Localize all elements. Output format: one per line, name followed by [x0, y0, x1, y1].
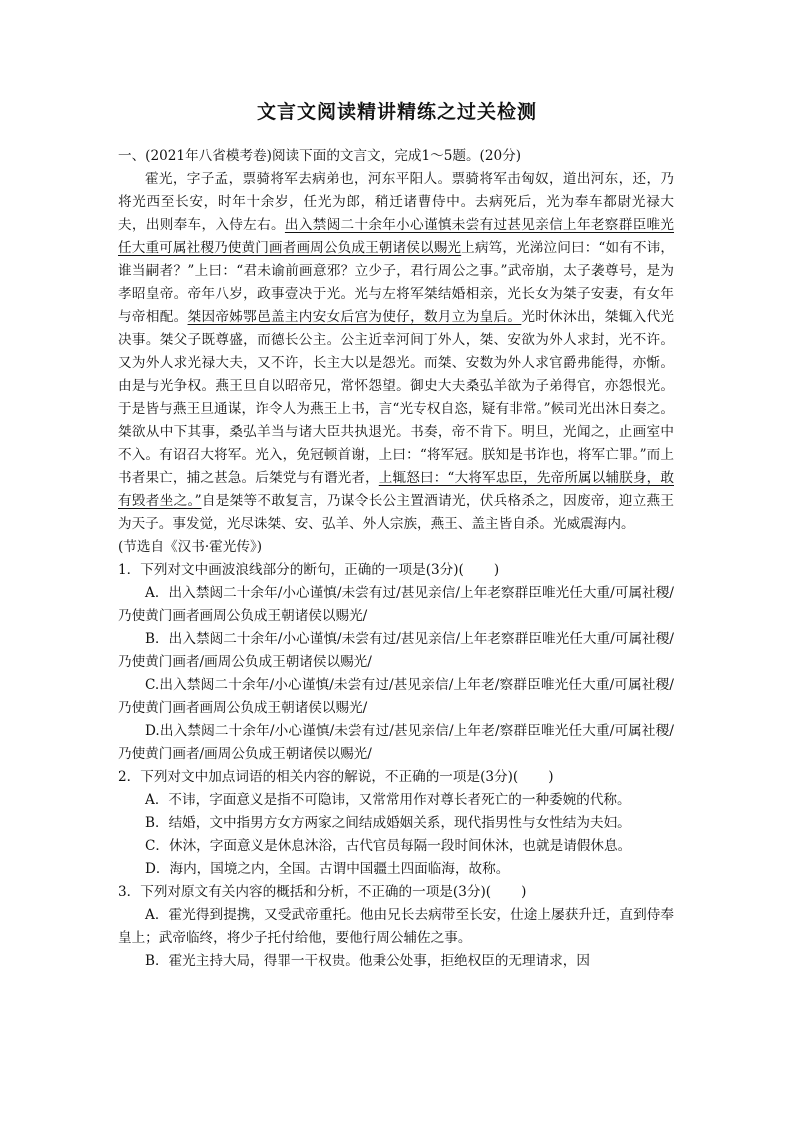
question-2-option-b: B．结婚，文中指男方女方两家之间结成婚姻关系，现代指男性与女性结为夫妇。	[145, 815, 631, 831]
document-title: 文言文阅读精讲精练之过关检测	[256, 101, 537, 123]
passage-segment-4: 自是桀等不敢复言，乃谋令长公主置酒请光，伏兵格杀之，因废帝，迎立燕王为天子。事发觉，光尽诛桀、安、弘羊、外人宗族，燕王、盖主皆自杀。光威震海内。	[118, 493, 674, 532]
passage-underline-1: 桀因帝姊鄂邑盖主内安女后宫为使仔，数月立为皇后。	[187, 309, 522, 325]
question-3-stem: 3．下列对原文有关内容的概括和分析，不正确的一项是(3分)( )	[118, 884, 527, 900]
passage-underline-2: 上辄怒曰：“大将军忠臣，先帝所属以辅朕身，敢有毁者坐之。”	[118, 470, 674, 509]
question-3-option-a: A．霍光得到提携，又受武帝重托。他由兄长去病带至长安，仕途上屡获升迁，直到侍奉皇上；武帝临终，将少子托付给他，要他行周公辅佐之事。	[118, 907, 674, 946]
question-1-option-d: D.出入禁闼二十余年/小心谨慎/未尝有过/甚见亲信/上年老/察群臣唯光任大重/可属社稷/乃使黄门画者/画周公负成王朝诸侯以赐光/	[118, 723, 674, 762]
question-2-option-c: C．休沐，字面意义是休息沐浴，古代官员每隔一段时间休沐，也就是请假休息。	[145, 838, 632, 854]
question-1-stem: 1．下列对文中画波浪线部分的断句，正确的一项是(3分)( )	[118, 562, 500, 578]
passage-text	[118, 168, 674, 536]
document-body	[118, 145, 674, 973]
question-3-option-b: B．霍光主持大局，得罪一干权贵。他秉公处事，拒绝权臣的无理请求，因	[145, 953, 590, 969]
question-2-stem: 2．下列对文中加点词语的相关内容的解说，不正确的一项是(3分)( )	[118, 769, 554, 785]
question-1-option-c: C.出入禁闼二十余年/小心谨慎/未尝有过/甚见亲信/上年老/察群臣唯光任大重/可属社稷/乃使黄门画者画周公负成王朝诸侯以赐光/	[118, 677, 674, 716]
passage-segment-1: 霍光，字子孟，票骑将军去病弟也，河东平阳人。票骑将军击匈奴，道出河东，还，乃将光西至长安，时年十余岁，任光为郎，稍迁诸曹侍中。去病死后，光为奉车都尉光禄大夫，出则奉车，入侍左右。	[118, 171, 674, 233]
passage-wavy-underline: 出入禁闼二十余年小心谨慎未尝有过甚见亲信上年老察群臣唯光任大重可属社稷乃使黄门画者画周公负成王朝诸侯以赐光	[118, 217, 675, 256]
question-1-option-b: B．出入禁闼二十余年/小心谨慎/未尝有过/甚见亲信/上年老察群臣唯光任大重/可属社稷/乃使黄门画者/画周公负成王朝诸侯以赐光/	[118, 631, 674, 670]
question-1-option-a: A．出入禁闼二十余年/小心谨慎/未尝有过/甚见亲信/上年老察群臣唯光任大重/可属社稷/乃使黄门画者画周公负成王朝诸侯以赐光/	[118, 585, 674, 624]
section-header: 一、(2021年八省模考卷)阅读下面的文言文，完成1～5题。(20分)	[118, 148, 522, 164]
passage-segment-3: 光时休沐出，桀辄入代光决事。桀父子既尊盛，而德长公主。公主近幸河间丁外人，桀、安欲为外人求封，光不许。又为外人求光禄大夫，又不许，长主大以是怨光。而桀、安数为外人求官爵弗能得，亦惭。由是与光争权。燕王旦自以昭帝兄，常怀怨望。御史大夫桑弘羊欲为子弟得官，亦怨恨光。于是皆与燕王旦通谋，诈令人为燕王上书，言“光专权自恣，疑有非常。”候司光出沐日奏之。桀欲从中下其事，桑弘羊当与诸大臣共执退光。书奏，帝不肯下。明旦，光闻之，止画室中不入。有诏召大将军。光入，免冠顿首谢，上曰：“将军冠。朕知是书诈也，将军亡罪。”而上书者果亡，捕之甚急。后桀党与有谮光者，	[118, 309, 675, 486]
question-2-option-d: D．海内，国境之内，全国。古谓中国疆土四面临海，故称。	[145, 861, 510, 877]
passage-segment-2: 上病笃，光涕泣问曰：“如有不讳，谁当嗣者？”上曰：“君未谕前画意邪？立少子，君行周公之事。”武帝崩，太子袭尊号，是为孝昭皇帝。帝年八岁，政事壹决于光。光与左将军桀结婚相亲，光长女为桀子安妻，有女年与帝相配。	[118, 240, 674, 325]
question-2-option-a: A．不讳，字面意义是指不可隐讳，又常常用作对尊长者死亡的一种委婉的代称。	[145, 792, 631, 808]
passage-source: (节选自《汉书·霍光传》)	[118, 539, 263, 555]
